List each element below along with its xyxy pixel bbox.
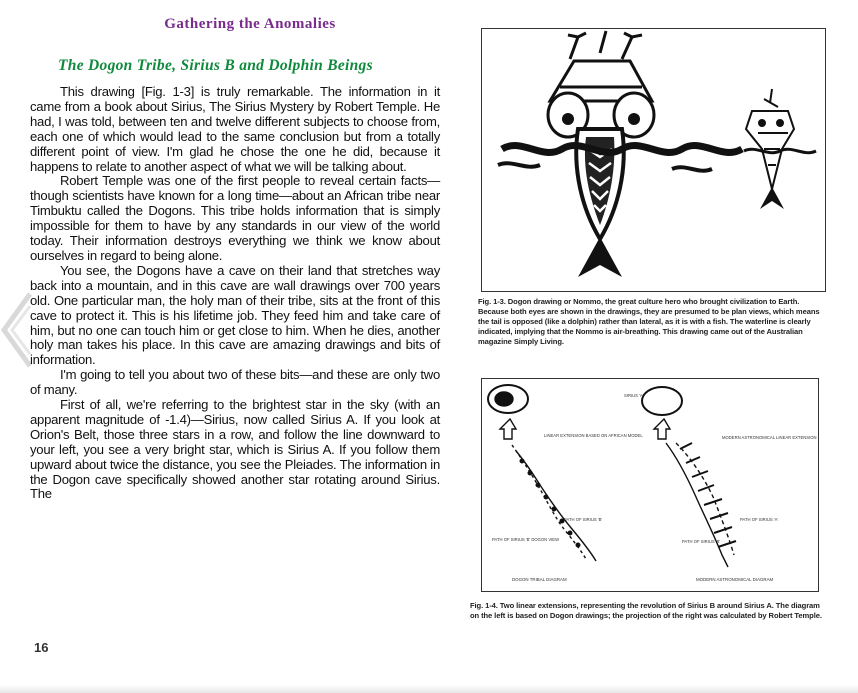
paragraph: Robert Temple was one of the first people to reveal certain facts— though scientists have known for a long time—about an African tribe near Timbuktu called the Dogons. This tribe holds information that is simply impossible for them to have by any standards in our view of the world today. Their information destroys everything we think we know about ourselves in regard to being alone. <box>30 173 440 263</box>
label-modern-linear-extension: MODERN ASTRONOMICAL LINEAR EXTENSION <box>722 435 817 440</box>
label-linear-extension-african: LINEAR EXTENSION BASED ON AFRICAN MODEL <box>544 433 643 438</box>
previous-page-chevron-icon[interactable] <box>0 290 34 370</box>
label-path-sirius-b-left: PATH OF SIRIUS 'B' <box>564 517 603 522</box>
section-title: The Dogon Tribe, Sirius B and Dolphin Beings <box>58 57 373 74</box>
page-bottom-edge <box>0 685 858 693</box>
page-number: 16 <box>34 640 49 655</box>
label-modern-astronomical-diagram: MODERN ASTRONOMICAL DIAGRAM <box>696 577 774 582</box>
paragraph: This drawing [Fig. 1-3] is truly remarkable. The information in it came from a book about Sirius, The Sirius Mystery by Robert Temple. He had, I was told, between ten and twelve different subjects to choose from, each one of which would lead to the same conclusion but from a totally different point of view. I'm glad he chose the one he did, because it happens to relate to another aspect of what we will be talking about. <box>30 84 440 174</box>
body-text <box>30 85 440 502</box>
figure-1-3-caption: Fig. 1-3. Dogon drawing or Nommo, the great culture hero who brought civilization to Earth. Because both eyes are shown in the drawings, they are presumed to be plan views, which means the tail is opposed (like a dolphin) rather than lateral, as it is with a fish. The waterline is clearly indicated, implying that the Nommo is air-breathing. This drawing came out of the Australian magazine Simply Living. <box>478 297 820 346</box>
sirius-orbit-diagram <box>482 379 818 591</box>
label-sirius-a: SIRIUS 'A' <box>624 393 644 398</box>
figure-sirius-diagram <box>481 378 819 592</box>
paragraph: You see, the Dogons have a cave on their land that stretches way back into a mountain, and in this cave are wall drawings over 700 years old. One particular man, the holy man of their tribe, sits at the front of this cave to protect it. This is his lifetime job. They feed him and take care of him, but no one can touch him or get close to him. When he dies, another holy man takes his place. In this cave are amazing drawings and bits of information. <box>30 262 440 368</box>
paragraph: First of all, we're referring to the brightest star in the sky (with an apparent magnitude of -1.4)—Sirius, now called Sirius A. If you look at Orion's Belt, those three stars in a row, and follow the line downward to your left, you see a very bright star, which is Sirius A. If you follow them upward about twice the distance, you see the Pleiades. The information in the Dogon cave specifically showed another star rotating around Sirius. The <box>30 397 440 502</box>
figure-nommo-drawing <box>481 28 826 292</box>
nommo-illustration <box>482 29 825 291</box>
running-head: Gathering the Anomalies <box>164 16 336 32</box>
paragraph: I'm going to tell you about two of these bits—and these are only two of many. <box>30 367 440 398</box>
label-dogon-view: PATH OF SIRIUS 'B' DOGON VIEW <box>492 537 560 542</box>
label-path-sirius-b-right: PATH OF SIRIUS 'B' <box>682 539 721 544</box>
figure-1-4-caption: Fig. 1-4. Two linear extensions, representing the revolution of Sirius B around Sirius A. The diagram on the left is based on Dogon drawings; the projection of the right was calculated by Robert Temple. <box>470 601 822 620</box>
label-path-sirius-a-right: PATH OF SIRIUS 'A' <box>740 517 779 522</box>
left-text-column <box>30 10 440 502</box>
label-dogon-tribal-diagram: DOGON TRIBAL DIAGRAM <box>512 577 567 582</box>
dogon-diagram <box>488 385 596 561</box>
